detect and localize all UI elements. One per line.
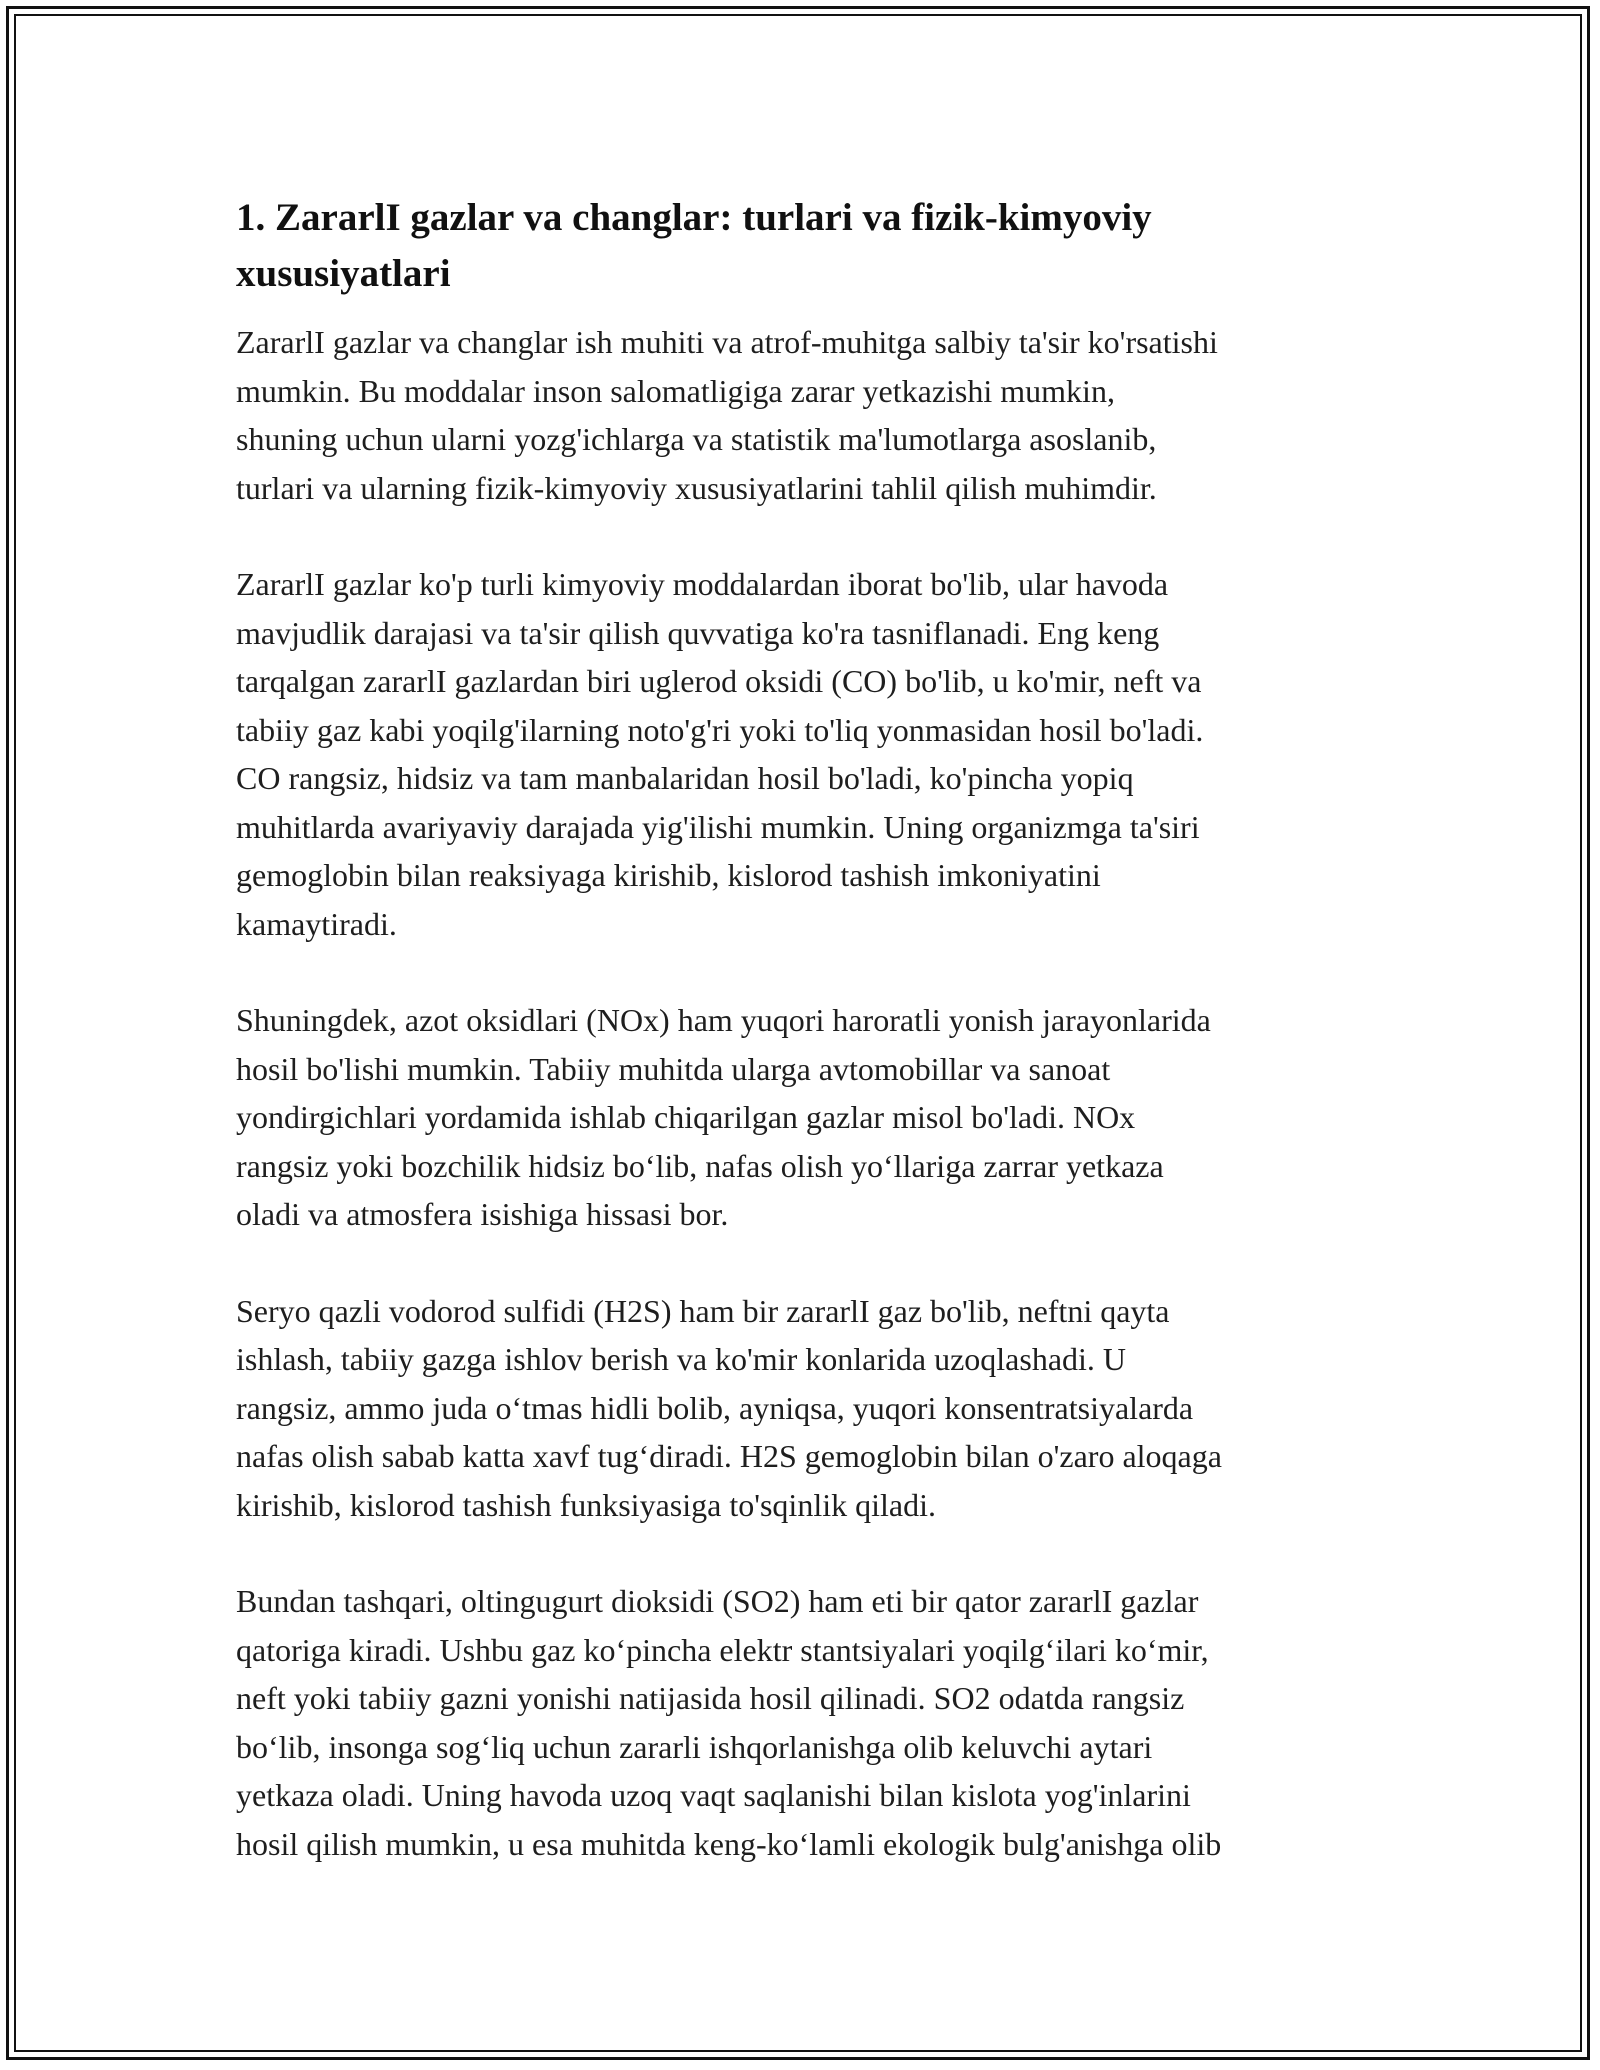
- section-heading: 1. ZararlI gazlar va changlar: turlari va fizik-kimyoviy xususiyatlari: [236, 196, 1152, 295]
- paragraph-co: ZararlI gazlar ko'p turli kimyoviy moddalardan iborat bo'lib, ular havoda mavjudlik darajasi va ta'sir qilish quvvatiga ko'ra tasniflanadi. Eng keng tarqalgan zararlI gazlardan biri uglerod oksidi (CO) bo'lib, u ko'mir, neft va tabiiy gaz kabi yoqilg'ilarning noto'g'ri yoki to'liq yonmasidan hosil bo'ladi. CO rangsiz, hidsiz va tam manbalaridan hosil bo'ladi, ko'pincha yopiq muhitlarda avariyaviy darajada yig'ilishi mumkin. Uning organizmga ta'siri gemoglobin bilan reaksiyaga kirishib, kislorod tashish imkoniyatini kamaytiradi.: [236, 566, 1204, 942]
- paragraph-nox: Shuningdek, azot oksidlari (NOx) ham yuqori haroratli yonish jarayonlarida hosil bo'lishi mumkin. Tabiiy muhitda ularga avtomobillar va sanoat yondirgichlari yordamida ishlab chiqarilgan gazlar misol bo'ladi. NOx rangsiz yoki bozchilik hidsiz bo‘lib, nafas olish yo‘llariga zarrar yetkaza oladi va atmosfera isishiga hissasi bor.: [236, 1002, 1211, 1232]
- paragraph-intro: ZararlI gazlar va changlar ish muhiti va atrof-muhitga salbiy ta'sir ko'rsatishi mumkin. Bu moddalar inson salomatligiga zarar yetkazishi mumkin, shuning uchun ularni yozg'ichlarga va statistik ma'lumotlarga asoslanib, turlari va ularning fizik-kimyoviy xususiyatlarini tahlil qilish muhimdir.: [236, 324, 1218, 506]
- paragraph-h2s: Seryo qazli vodorod sulfidi (H2S) ham bir zararlI gaz bo'lib, neftni qayta ishlash, tabiiy gazga ishlov berish va ko'mir konlarida uzoqlashadi. U rangsiz, ammo juda o‘tmas hidli bolib, ayniqsa, yuqori konsentratsiyalarda nafas olish sabab katta xavf tug‘diradi. H2S gemoglobin bilan o'zaro aloqaga kirishib, kislorod tashish funksiyasiga to'sqinlik qiladi.: [236, 1292, 1222, 1523]
- paragraph-so2: Bundan tashqari, oltingugurt dioksidi (SO2) ham eti bir qator zararlI gazlar qatoriga kiradi. Ushbu gaz ko‘pincha elektr stantsiyalari yoqilg‘ilari ko‘mir, neft yoki tabiiy gazni yonishi natijasida hosil qilinadi. SO2 odatda rangsiz bo‘lib, insonga sog‘liq uchun zararli ishqorlanishga olib keluvchi aytari yetkaza oladi. Uning havoda uzoq vaqt saqlanishi bilan kislota yog'inlarini hosil qilish mumkin, u esa muhitda keng-ko‘lamli ekologik bulg'anishga olib: [236, 1583, 1222, 1862]
- document-body: [236, 190, 1376, 1916]
